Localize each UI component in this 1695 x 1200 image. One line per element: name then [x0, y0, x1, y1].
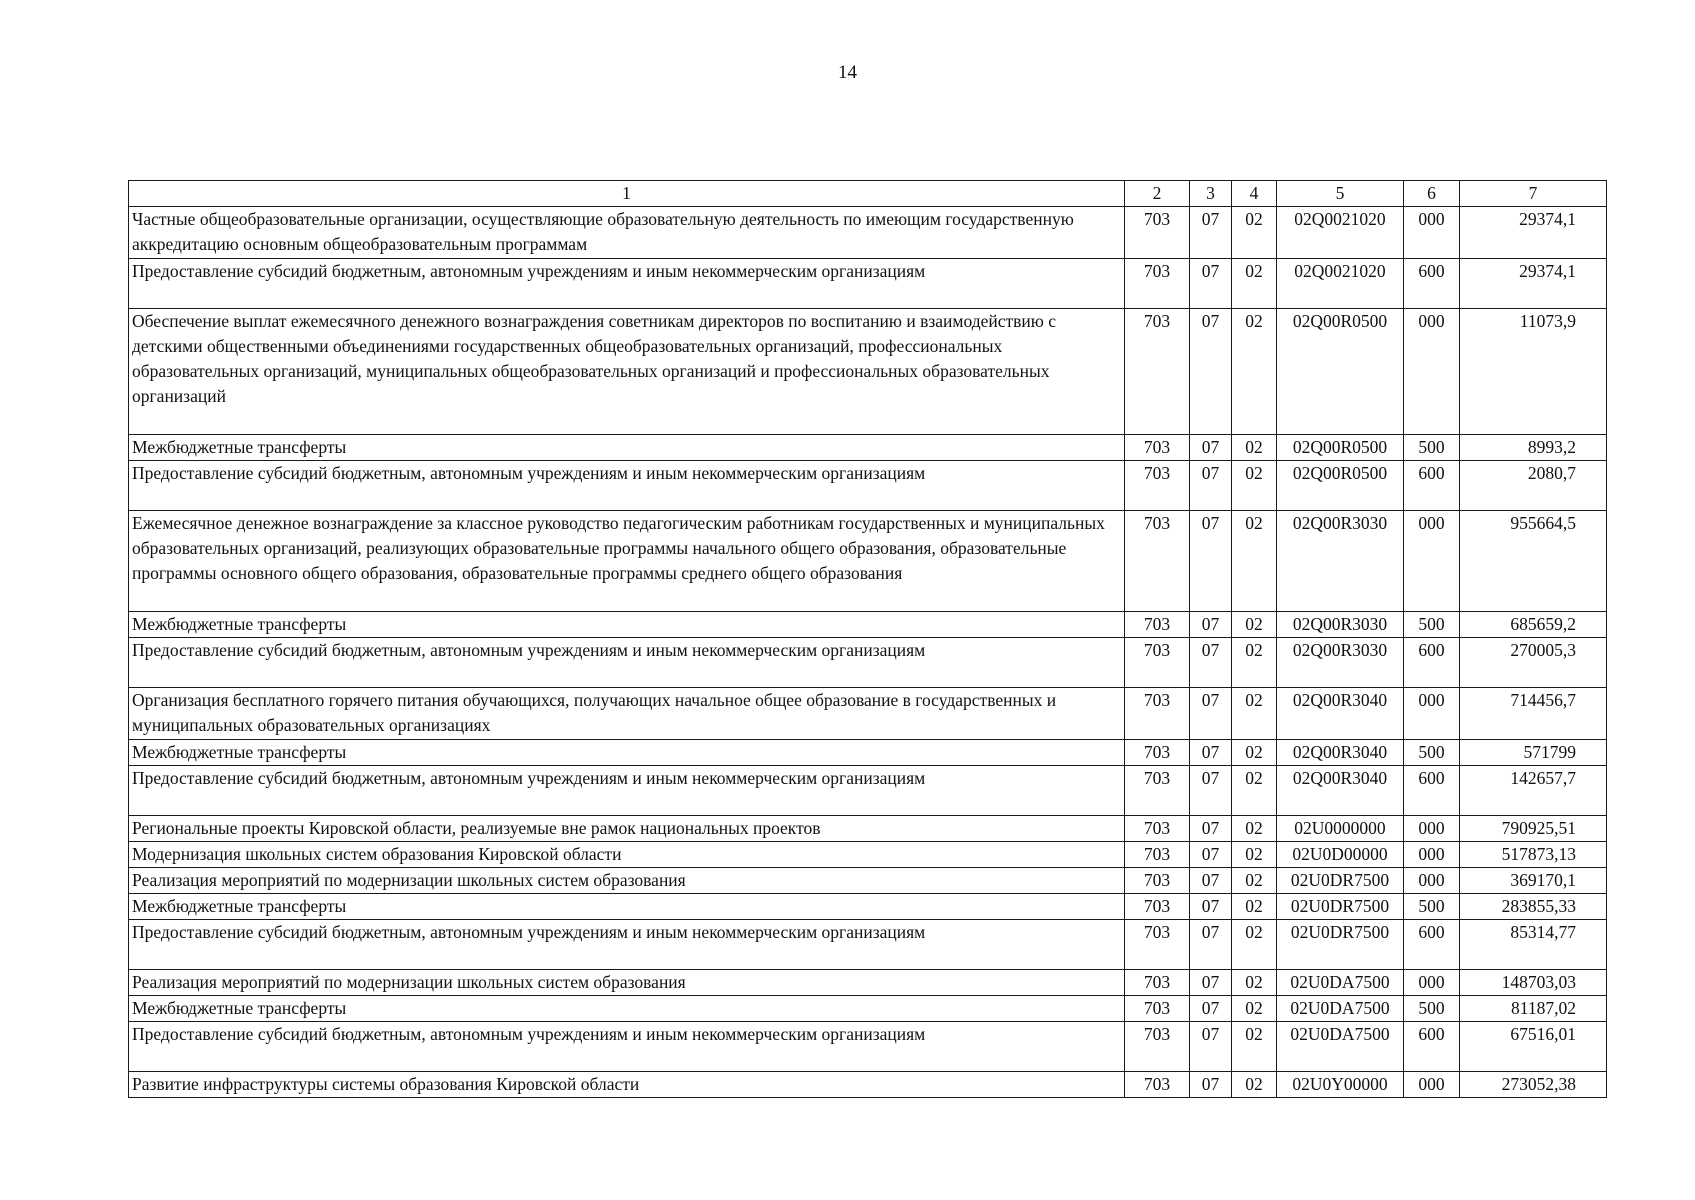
budget-table	[128, 180, 1607, 1098]
row-code-target: 02Q00R0500	[1277, 309, 1404, 435]
column-header-6: 6	[1404, 181, 1460, 207]
row-amount: 11073,9	[1460, 309, 1607, 435]
row-code-section: 07	[1190, 766, 1232, 816]
row-amount: 270005,3	[1460, 638, 1607, 688]
row-name: Предоставление субсидий бюджетным, автономным учреждениям и иным некоммерческим организациям	[129, 766, 1125, 816]
row-amount: 283855,33	[1460, 894, 1607, 920]
row-code-target: 02U0Y00000	[1277, 1072, 1404, 1098]
row-code-subsection: 02	[1232, 996, 1277, 1022]
row-code-subsection: 02	[1232, 766, 1277, 816]
row-code-section: 07	[1190, 435, 1232, 461]
column-header-4: 4	[1232, 181, 1277, 207]
header-row	[129, 181, 1607, 207]
row-code-expense-type: 000	[1404, 688, 1460, 740]
row-name: Ежемесячное денежное вознаграждение за классное руководство педагогическим работникам государственных и муниципальных образовательных организаций, реализующих образовательные программы начального общего образования, образовательные программы основного общего образования, образовательные программы среднего общего образования	[129, 511, 1125, 612]
row-amount: 685659,2	[1460, 612, 1607, 638]
row-name: Модернизация школьных систем образования Кировской области	[129, 842, 1125, 868]
row-code-target: 02Q00R3030	[1277, 511, 1404, 612]
row-code-expense-type: 500	[1404, 435, 1460, 461]
row-code-subsection: 02	[1232, 207, 1277, 259]
row-code-expense-type: 600	[1404, 766, 1460, 816]
table-row	[129, 309, 1607, 435]
row-code-department: 703	[1125, 1072, 1190, 1098]
row-code-section: 07	[1190, 996, 1232, 1022]
row-code-department: 703	[1125, 612, 1190, 638]
row-code-section: 07	[1190, 868, 1232, 894]
row-code-expense-type: 600	[1404, 638, 1460, 688]
row-code-department: 703	[1125, 461, 1190, 511]
row-code-subsection: 02	[1232, 259, 1277, 309]
row-code-target: 02Q0021020	[1277, 207, 1404, 259]
table-row	[129, 894, 1607, 920]
row-code-target: 02Q0021020	[1277, 259, 1404, 309]
row-name: Межбюджетные трансферты	[129, 740, 1125, 766]
row-code-subsection: 02	[1232, 435, 1277, 461]
table-row	[129, 920, 1607, 970]
row-amount: 2080,7	[1460, 461, 1607, 511]
row-name: Организация бесплатного горячего питания обучающихся, получающих начальное общее образование в государственных и муниципальных образовательных организациях	[129, 688, 1125, 740]
table-row	[129, 740, 1607, 766]
row-name: Межбюджетные трансферты	[129, 996, 1125, 1022]
row-code-subsection: 02	[1232, 461, 1277, 511]
row-code-subsection: 02	[1232, 894, 1277, 920]
row-code-department: 703	[1125, 309, 1190, 435]
row-code-subsection: 02	[1232, 511, 1277, 612]
row-amount: 273052,38	[1460, 1072, 1607, 1098]
row-code-section: 07	[1190, 612, 1232, 638]
row-amount: 517873,13	[1460, 842, 1607, 868]
column-header-3: 3	[1190, 181, 1232, 207]
row-amount: 67516,01	[1460, 1022, 1607, 1072]
table-row	[129, 1072, 1607, 1098]
column-header-1: 1	[129, 181, 1125, 207]
row-code-target: 02Q00R0500	[1277, 461, 1404, 511]
row-code-expense-type: 500	[1404, 740, 1460, 766]
row-amount: 85314,77	[1460, 920, 1607, 970]
row-code-expense-type: 000	[1404, 511, 1460, 612]
row-code-subsection: 02	[1232, 688, 1277, 740]
row-code-department: 703	[1125, 1022, 1190, 1072]
table-row	[129, 766, 1607, 816]
row-code-subsection: 02	[1232, 740, 1277, 766]
row-code-target: 02Q00R3030	[1277, 612, 1404, 638]
row-code-target: 02U0DR7500	[1277, 868, 1404, 894]
row-code-section: 07	[1190, 970, 1232, 996]
row-code-department: 703	[1125, 996, 1190, 1022]
row-code-target: 02Q00R3040	[1277, 766, 1404, 816]
row-code-expense-type: 500	[1404, 612, 1460, 638]
row-amount: 148703,03	[1460, 970, 1607, 996]
row-amount: 714456,7	[1460, 688, 1607, 740]
row-code-department: 703	[1125, 435, 1190, 461]
row-code-expense-type: 600	[1404, 461, 1460, 511]
row-code-department: 703	[1125, 894, 1190, 920]
row-code-section: 07	[1190, 638, 1232, 688]
row-code-target: 02U0DA7500	[1277, 996, 1404, 1022]
table-row	[129, 435, 1607, 461]
row-code-subsection: 02	[1232, 309, 1277, 435]
row-code-subsection: 02	[1232, 920, 1277, 970]
row-code-section: 07	[1190, 740, 1232, 766]
row-code-expense-type: 000	[1404, 816, 1460, 842]
row-code-subsection: 02	[1232, 970, 1277, 996]
row-name: Предоставление субсидий бюджетным, автономным учреждениям и иным некоммерческим организациям	[129, 461, 1125, 511]
row-code-department: 703	[1125, 868, 1190, 894]
table-row	[129, 1022, 1607, 1072]
row-code-department: 703	[1125, 207, 1190, 259]
row-amount: 955664,5	[1460, 511, 1607, 612]
row-code-expense-type: 000	[1404, 842, 1460, 868]
row-code-department: 703	[1125, 842, 1190, 868]
row-code-expense-type: 600	[1404, 920, 1460, 970]
table-row	[129, 461, 1607, 511]
row-code-subsection: 02	[1232, 612, 1277, 638]
row-code-target: 02U0DA7500	[1277, 1022, 1404, 1072]
row-code-target: 02Q00R0500	[1277, 435, 1404, 461]
row-code-expense-type: 500	[1404, 996, 1460, 1022]
row-code-section: 07	[1190, 1022, 1232, 1072]
table-row	[129, 638, 1607, 688]
table-row	[129, 511, 1607, 612]
row-code-section: 07	[1190, 259, 1232, 309]
row-name: Межбюджетные трансферты	[129, 612, 1125, 638]
row-code-section: 07	[1190, 894, 1232, 920]
row-code-department: 703	[1125, 920, 1190, 970]
row-name: Региональные проекты Кировской области, реализуемые вне рамок национальных проектов	[129, 816, 1125, 842]
row-code-department: 703	[1125, 970, 1190, 996]
row-code-subsection: 02	[1232, 816, 1277, 842]
row-code-expense-type: 000	[1404, 207, 1460, 259]
table-row	[129, 868, 1607, 894]
table-row	[129, 612, 1607, 638]
row-code-target: 02Q00R3040	[1277, 688, 1404, 740]
row-code-department: 703	[1125, 816, 1190, 842]
row-code-section: 07	[1190, 207, 1232, 259]
row-name: Предоставление субсидий бюджетным, автономным учреждениям и иным некоммерческим организациям	[129, 920, 1125, 970]
table-row	[129, 207, 1607, 259]
row-code-section: 07	[1190, 688, 1232, 740]
table-row	[129, 688, 1607, 740]
row-name: Реализация мероприятий по модернизации школьных систем образования	[129, 868, 1125, 894]
row-code-expense-type: 000	[1404, 1072, 1460, 1098]
row-code-target: 02U0DR7500	[1277, 920, 1404, 970]
row-amount: 571799	[1460, 740, 1607, 766]
row-code-section: 07	[1190, 920, 1232, 970]
row-name: Межбюджетные трансферты	[129, 894, 1125, 920]
row-name: Предоставление субсидий бюджетным, автономным учреждениям и иным некоммерческим организациям	[129, 259, 1125, 309]
column-header-7: 7	[1460, 181, 1607, 207]
table-row	[129, 970, 1607, 996]
row-code-expense-type: 000	[1404, 868, 1460, 894]
column-header-5: 5	[1277, 181, 1404, 207]
row-amount: 369170,1	[1460, 868, 1607, 894]
row-name: Частные общеобразовательные организации, осуществляющие образовательную деятельность по имеющим государственную аккредитацию основным общеобразовательным программам	[129, 207, 1125, 259]
page-number: 14	[838, 62, 857, 83]
row-code-department: 703	[1125, 688, 1190, 740]
table-row	[129, 259, 1607, 309]
row-code-expense-type: 500	[1404, 894, 1460, 920]
row-name: Межбюджетные трансферты	[129, 435, 1125, 461]
row-code-target: 02U0000000	[1277, 816, 1404, 842]
row-code-target: 02Q00R3030	[1277, 638, 1404, 688]
row-code-expense-type: 000	[1404, 309, 1460, 435]
row-code-section: 07	[1190, 309, 1232, 435]
row-code-section: 07	[1190, 1072, 1232, 1098]
row-code-target: 02Q00R3040	[1277, 740, 1404, 766]
table-row	[129, 996, 1607, 1022]
row-code-target: 02U0DR7500	[1277, 894, 1404, 920]
row-name: Предоставление субсидий бюджетным, автономным учреждениям и иным некоммерческим организациям	[129, 638, 1125, 688]
row-code-department: 703	[1125, 638, 1190, 688]
row-code-department: 703	[1125, 511, 1190, 612]
row-code-expense-type: 600	[1404, 1022, 1460, 1072]
row-name: Реализация мероприятий по модернизации школьных систем образования	[129, 970, 1125, 996]
row-amount: 29374,1	[1460, 207, 1607, 259]
row-name: Развитие инфраструктуры системы образования Кировской области	[129, 1072, 1125, 1098]
row-code-subsection: 02	[1232, 868, 1277, 894]
table-row	[129, 842, 1607, 868]
column-header-2: 2	[1125, 181, 1190, 207]
row-code-section: 07	[1190, 511, 1232, 612]
row-code-department: 703	[1125, 740, 1190, 766]
row-code-expense-type: 000	[1404, 970, 1460, 996]
row-amount: 29374,1	[1460, 259, 1607, 309]
row-code-subsection: 02	[1232, 842, 1277, 868]
row-code-section: 07	[1190, 816, 1232, 842]
row-code-subsection: 02	[1232, 1072, 1277, 1098]
row-code-subsection: 02	[1232, 1022, 1277, 1072]
row-code-department: 703	[1125, 259, 1190, 309]
row-code-expense-type: 600	[1404, 259, 1460, 309]
row-amount: 142657,7	[1460, 766, 1607, 816]
row-name: Предоставление субсидий бюджетным, автономным учреждениям и иным некоммерческим организациям	[129, 1022, 1125, 1072]
row-code-subsection: 02	[1232, 638, 1277, 688]
row-code-target: 02U0DA7500	[1277, 970, 1404, 996]
row-code-section: 07	[1190, 461, 1232, 511]
row-amount: 8993,2	[1460, 435, 1607, 461]
row-code-section: 07	[1190, 842, 1232, 868]
row-name: Обеспечение выплат ежемесячного денежного вознаграждения советникам директоров по воспитанию и взаимодействию с детскими общественными объединениями государственных общеобразовательных организаций, профессиональных образовательных организаций, муниципальных общеобразовательных организаций и профессиональных образовательных организаций	[129, 309, 1125, 435]
row-code-department: 703	[1125, 766, 1190, 816]
row-amount: 790925,51	[1460, 816, 1607, 842]
table-row	[129, 816, 1607, 842]
row-amount: 81187,02	[1460, 996, 1607, 1022]
row-code-target: 02U0D00000	[1277, 842, 1404, 868]
